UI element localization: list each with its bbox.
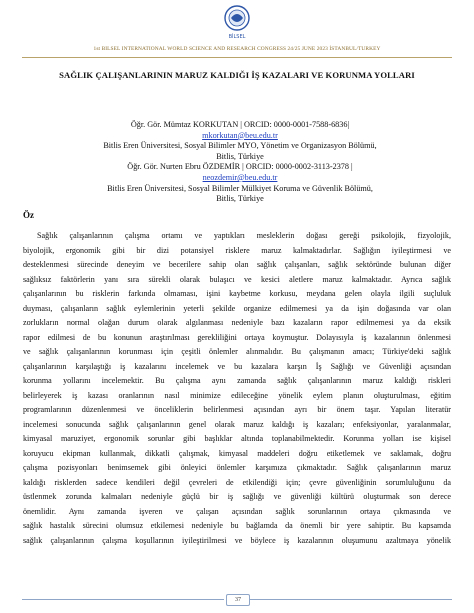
abstract-line: koruyucu ekipman kullanmak, dikkatli çalışmak, kimyasal maddeleri doğru etiketlemek ve saklamak, doğru [23,448,451,458]
congress-logo-icon [222,4,252,42]
paper-title: SAĞLIK ÇALIŞANLARININ MARUZ KALDIĞI İŞ KAZALARI VE KORUNMA YOLLARI [59,70,415,80]
abstract-body [23,229,451,548]
author-1-location: Bitlis, Türkiye [216,151,264,161]
footer-rule-right [250,599,452,600]
abstract-line: üstlenmek zorunda kalmaları nedeniyle güçlü bir iş sağlığı ve güvenliği kültürü oluşturmak son derece [23,492,451,501]
abstract-line: belirleyerek iş kazası oranlarının nasıl minimize edileceğine yönelik eylem planın oluşturulması, eğitim [23,390,451,400]
abstract-line: kaldığı risklerden sadece kendileri değil çevreleri de etkilendiği için; çevre güvenliğinin sorumluluğunu da [23,477,451,487]
abstract-line: çalışanlarının bu risklerin farkında olmaması, işini kaybetme korkusu, meydana gelen olayla ilgili suçluluk [23,289,451,298]
author-2-line: Öğr. Gör. Nurten Ebru ÖZDEMİR | ORCID: 0000-0002-3113-2378 | [127,162,353,172]
abstract-line: duyması, çalışanların sağlık eylemlerinin yeterli şekilde organize edilmemesi ya da işin doğasında var olan [23,303,451,313]
author-2-location: Bitlis, Türkiye [216,194,264,204]
abstract-line: önemlidir. Aynı zamanda işveren ve çalışan açısından sağlık sorunlarının ortaya çıkmasında ve [23,506,451,516]
footer-rule-left [22,599,224,600]
abstract-line: kimyasal maruziyet, ergonomik sorunlar gibi başlıklar altında toplanabilmektedir. Korunma yolları ise kişisel [23,434,451,443]
abstract-heading: Öz [23,210,34,220]
header-rule [22,57,452,58]
author-2-affiliation: Bitlis Eren Üniversitesi, Sosyal Bilimler Mülkiyet Koruma ve Güvenlik Bölümü, [107,183,373,193]
abstract-line: sağlık çalışanlarının çalışma koşullarının iyileştirilmesi ve böylece iş kazalarının oluşumunu azaltmaya yönelik [23,535,451,545]
abstract-line: ve sağlık çalışanlarının korunması için çeşitli önlemler alınmalıdır. Bu çalışmanın amacı; Türkiye'deki sağlık [23,347,451,356]
abstract-line: Sağlık çalışanlarının çalışma ortamı ve yaptıkları mesleklerin doğası gereği psikolojik, fizyolojik, [37,231,451,240]
abstract-line: incelemesi sonucunda sağlık çalışanlarının genel olarak maruz kaldığı iş kazaları; enfeksiyonlar, yaralanmalar, [23,419,451,429]
abstract-line: korunma yollarını incelemektir. Bu çalışma aynı zamanda sağlık çalışanlarının maruz kaldığı riskleri [23,376,451,385]
author-2-email-link[interactable]: neozdemir@beu.edu.tr [202,172,278,182]
abstract-line: sağlıksız faktörlerin yanı sıra sürekli olarak bulaşıcı ve kesici aletlere maruz kalmaktadır. Ayrıca sağlık [23,274,451,284]
abstract-line: desteklenmesi sürecinde deneyim ve becerilere sahip olan sağlık çalışanları, sağlık sektöründe bulunan diğer [23,260,451,269]
abstract-line: zorlukların normal olağan durum olarak algılanması nedeniyle bazı kazaların rapor edilmemesi ya da eksik [23,318,451,327]
abstract-line: rapor edilmesi de bu konunun araştırılması gerekliliğini ortaya koymuştur. Dolayısıyla iş kazalarının önlenmesi [23,332,451,342]
author-1-email-link[interactable]: mkorkutan@beu.edu.tr [202,130,278,140]
congress-header: 1st BILSEL INTERNATIONAL WORLD SCIENCE AND RESEARCH CONGRESS 24/25 JUNE 2023 İSTANBUL/TURKEY [93,46,381,52]
abstract-line: biyolojik, ergonomik gibi bir dizi potansiyel risklere maruz kalmaktadırlar. Sağlığın iyileştirmesi ve [23,245,451,255]
logo-text: BİLSEL [228,34,246,40]
author-1-affiliation: Bitlis Eren Üniversitesi, Sosyal Bilimler MYO, Yönetim ve Organizasyon Bölümü, [103,141,377,151]
abstract-line: çalışma pozisyonları benimsemek gibi önleyici önlemler karşımıza çıkmaktadır. Sağlık çalışanlarının maruz [23,463,451,472]
page-number: 37 [226,594,250,606]
author-block [60,120,420,205]
abstract-line: sağlık hastalık sürecini olumsuz etkilemesi nedeniyle bu bağlamda da önemli bir yere sahiptir. Bu kapsamda [23,521,451,530]
author-1-line: Öğr. Gör. Mümtaz KORKUTAN | ORCID: 0000-0001-7588-6836| [130,120,350,129]
abstract-line: programlarının düzenlenmesi ve önceliklerin belirlenmesi açısından ayrı bir önem taşır. Yapılan literatür [23,405,451,414]
abstract-line: çalışanlarının karşılaştığı iş kazalarını incelemek ve bu kazalara karşın İş Sağlığı ve Güvenliği açısından [23,361,451,371]
